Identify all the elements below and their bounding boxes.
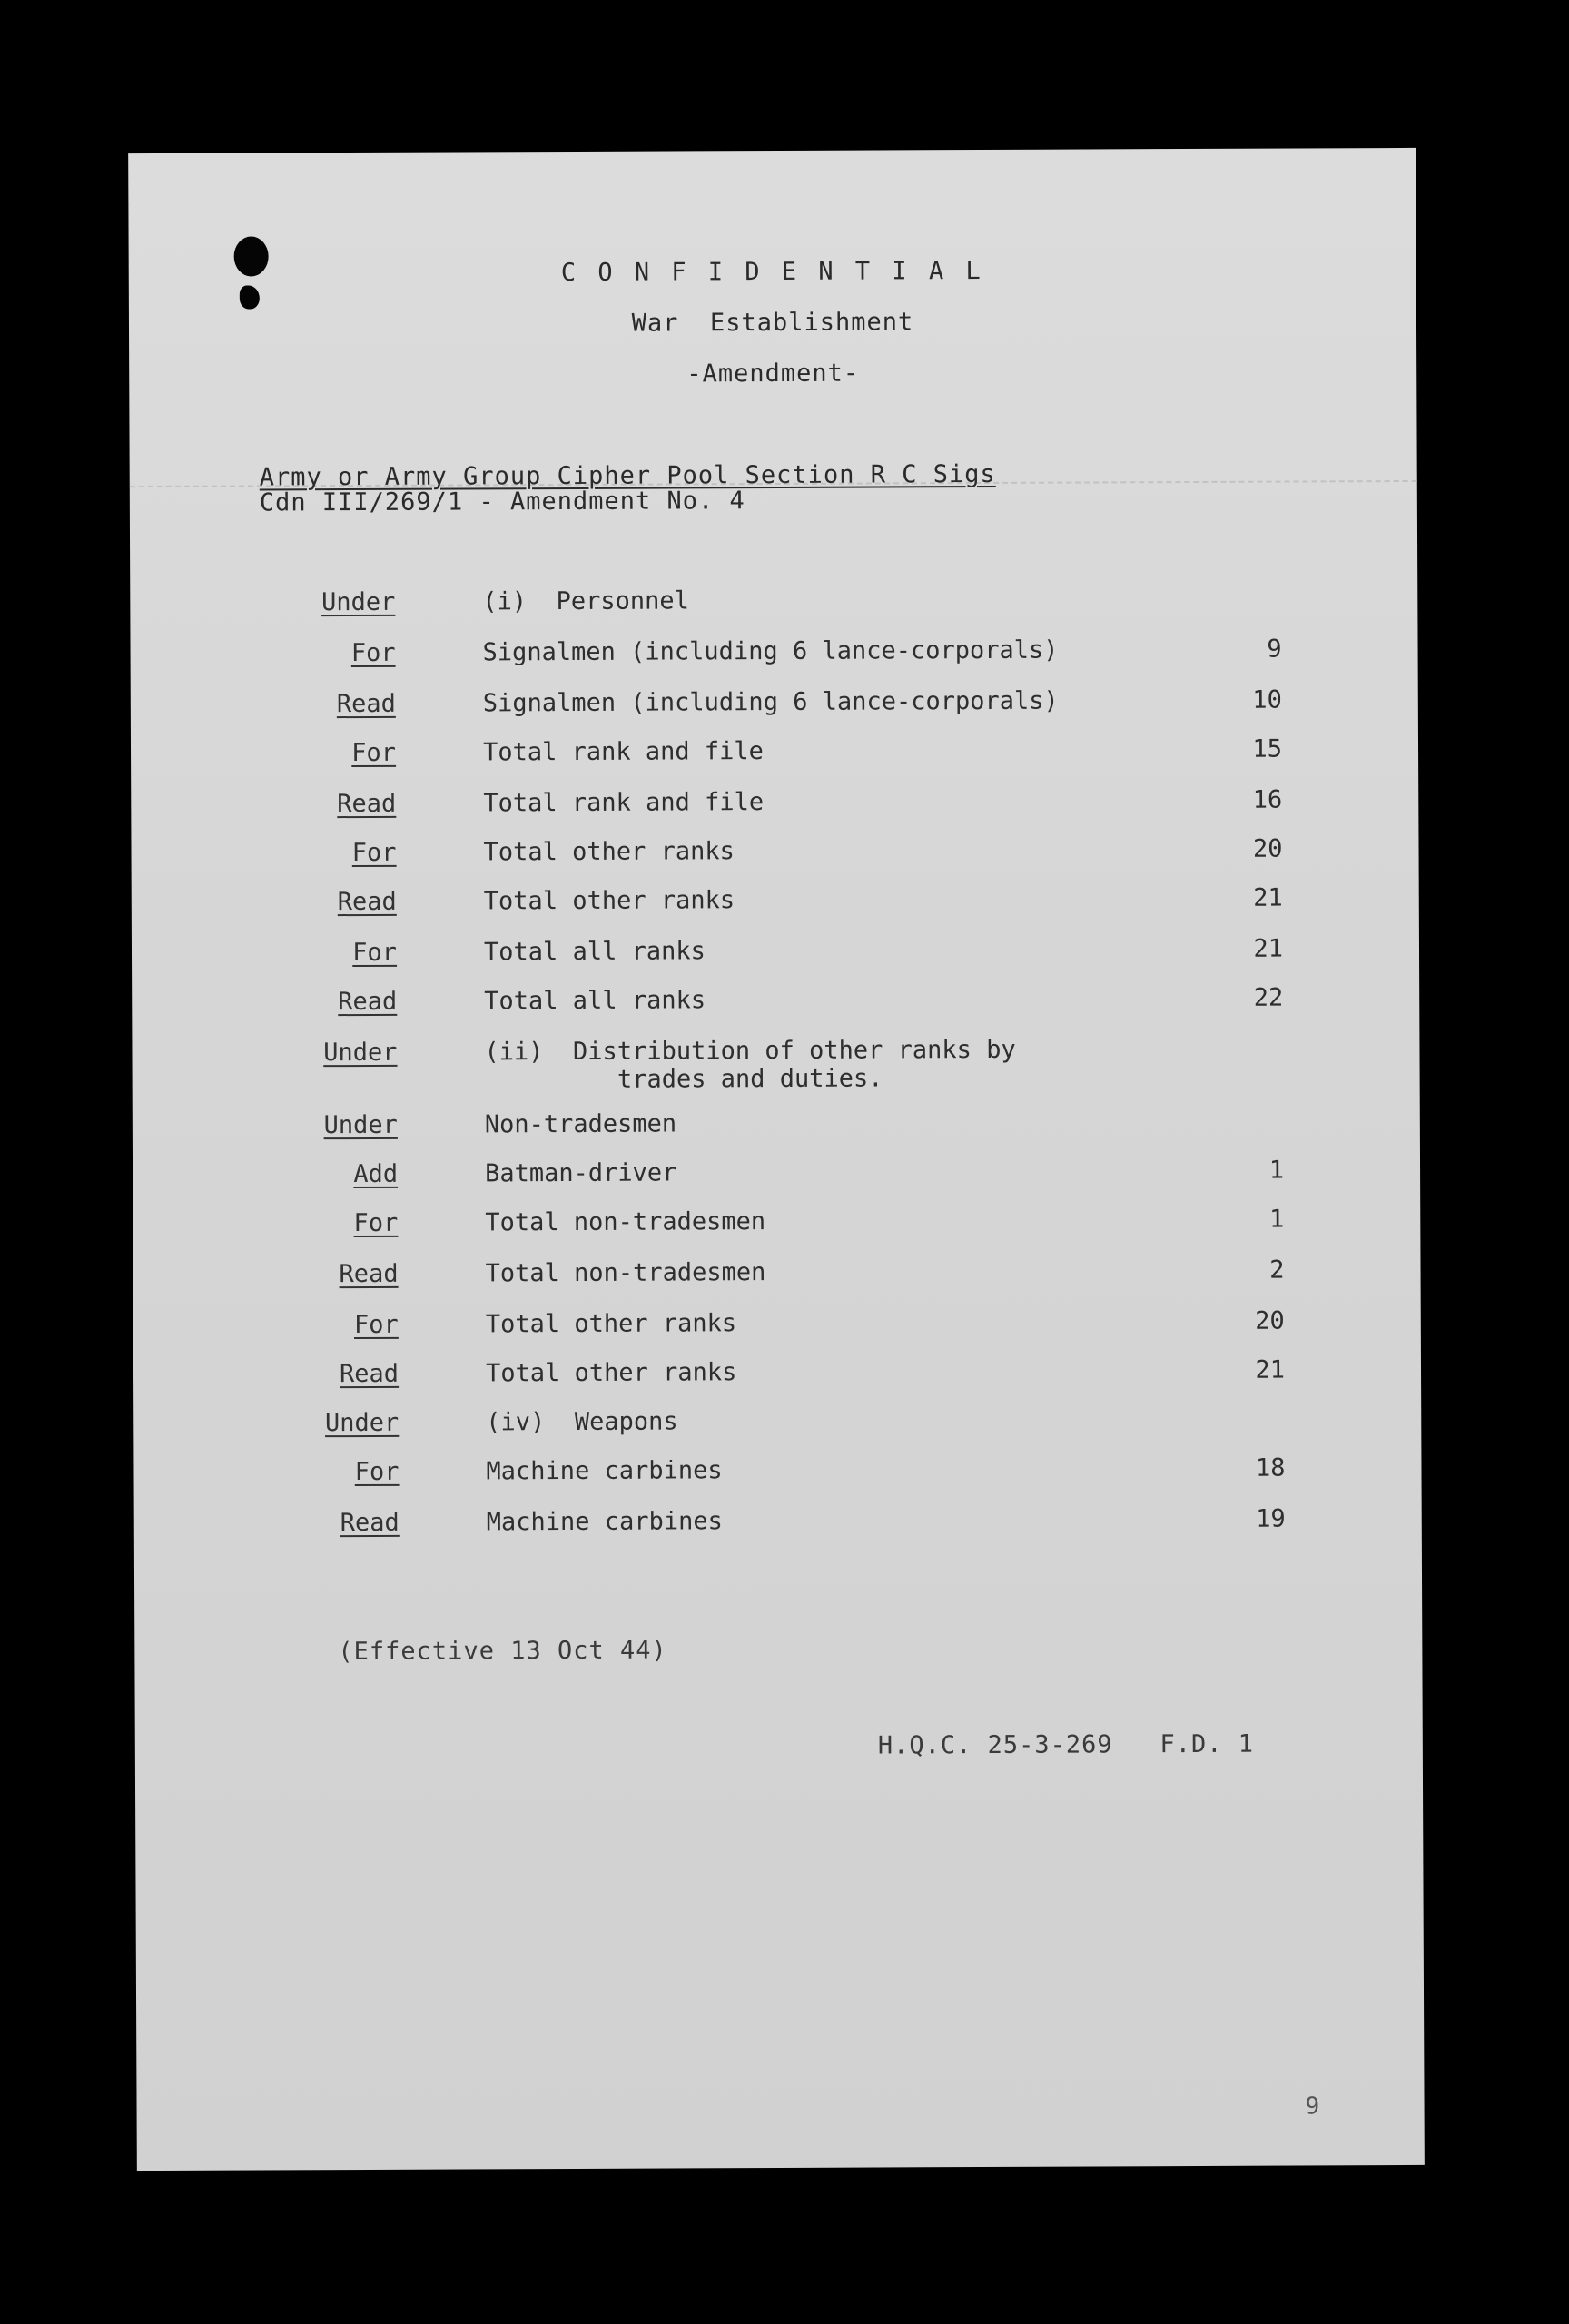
row-description: Total all ranks (484, 986, 706, 1016)
row-description: Signalmen (including 6 lance-corporals) (482, 686, 1059, 718)
row-value: 21 (1253, 934, 1284, 963)
row-value: 10 (1252, 685, 1282, 714)
document-page (128, 148, 1425, 2171)
row-value: 22 (1253, 983, 1284, 1012)
row-description: Total rank and file (483, 788, 765, 818)
effective-date: (Effective 13 Oct 44) (338, 1636, 667, 1667)
row-description: (i) Personnel (482, 586, 689, 616)
row-description: Machine carbines (486, 1507, 723, 1537)
row-label: Read (337, 789, 397, 819)
row-value: 20 (1255, 1306, 1285, 1335)
row-label: For (353, 1208, 399, 1238)
amendment-row (133, 1256, 1420, 1294)
row-label: Read (339, 1259, 399, 1289)
row-label: Read (338, 987, 398, 1017)
row-value: 21 (1253, 883, 1283, 912)
amendment-row (133, 1107, 1420, 1145)
row-description: Total non-tradesmen (485, 1207, 766, 1237)
amendment-row (131, 834, 1418, 872)
row-description: (iv) Weapons (486, 1407, 678, 1437)
amendment-row (132, 883, 1419, 921)
row-value: 2 (1269, 1256, 1285, 1285)
row-value: 18 (1255, 1453, 1286, 1482)
row-value: 15 (1252, 734, 1283, 763)
document-title: War Establishment (631, 308, 914, 338)
classification-heading: C O N F I D E N T I A L (560, 256, 984, 288)
row-label: Read (336, 689, 396, 719)
row-description: Total non-tradesmen (485, 1258, 766, 1288)
row-label: For (350, 638, 396, 668)
row-description: Total other ranks (483, 886, 735, 916)
file-reference: H.Q.C. 25-3-269 F.D. 1 (877, 1729, 1255, 1760)
unit-line: Army or Army Group Cipher Pool Section R C Sigs (259, 459, 996, 492)
row-description: Batman-driver (484, 1158, 677, 1188)
row-label: Read (340, 1508, 400, 1538)
amendment-row (131, 734, 1418, 773)
row-description: Total rank and file (482, 737, 764, 767)
amendment-row (132, 983, 1419, 1021)
amendment-row (133, 1404, 1421, 1443)
amendment-row (131, 785, 1418, 823)
row-label: For (354, 1457, 400, 1487)
row-value: 1 (1268, 1156, 1285, 1185)
row-description: Signalmen (including 6 lance-corporals) (482, 635, 1059, 667)
row-value: 21 (1255, 1355, 1286, 1384)
row-label: Under (323, 1038, 398, 1068)
row-description: Non-tradesmen (484, 1109, 677, 1139)
amendment-row (134, 1504, 1422, 1542)
row-label: For (351, 738, 397, 768)
row-description: Total other ranks (485, 1358, 737, 1388)
amendment-row (130, 584, 1417, 622)
amendment-row (131, 685, 1418, 724)
reference-line: Cdn III/269/1 - Amendment No. 4 (259, 487, 745, 517)
amendment-row (133, 1156, 1420, 1194)
row-value: 20 (1252, 834, 1283, 863)
row-label: For (353, 1310, 399, 1340)
row-description: Total other ranks (485, 1309, 737, 1339)
row-label: Under (321, 587, 396, 617)
row-value: 19 (1256, 1504, 1286, 1533)
row-label: Under (324, 1408, 400, 1438)
punch-hole (240, 285, 260, 309)
row-value: 9 (1267, 635, 1282, 664)
amendment-row (132, 1034, 1419, 1095)
row-value: 16 (1252, 785, 1283, 814)
row-label: For (351, 838, 397, 868)
row-label: Add (353, 1159, 399, 1189)
row-label: Under (323, 1110, 398, 1140)
row-description: Total all ranks (483, 937, 706, 967)
row-description: Total other ranks (483, 837, 735, 867)
row-label: Read (337, 887, 397, 917)
amendment-row (133, 1355, 1421, 1393)
amendment-row (130, 635, 1417, 673)
row-value: 1 (1268, 1205, 1285, 1234)
amendment-row (133, 1453, 1421, 1492)
amendment-row (132, 934, 1419, 972)
document-subtitle: -Amendment- (686, 359, 860, 389)
page-mark: 9 (1305, 2093, 1320, 2121)
amendment-row (133, 1205, 1420, 1243)
row-description: (ii) Distribution of other ranks by trades and duties. (484, 1035, 1016, 1095)
amendment-row (133, 1306, 1421, 1344)
row-label: For (352, 938, 398, 968)
row-label: Read (339, 1359, 400, 1389)
row-description: Machine carbines (486, 1456, 723, 1486)
